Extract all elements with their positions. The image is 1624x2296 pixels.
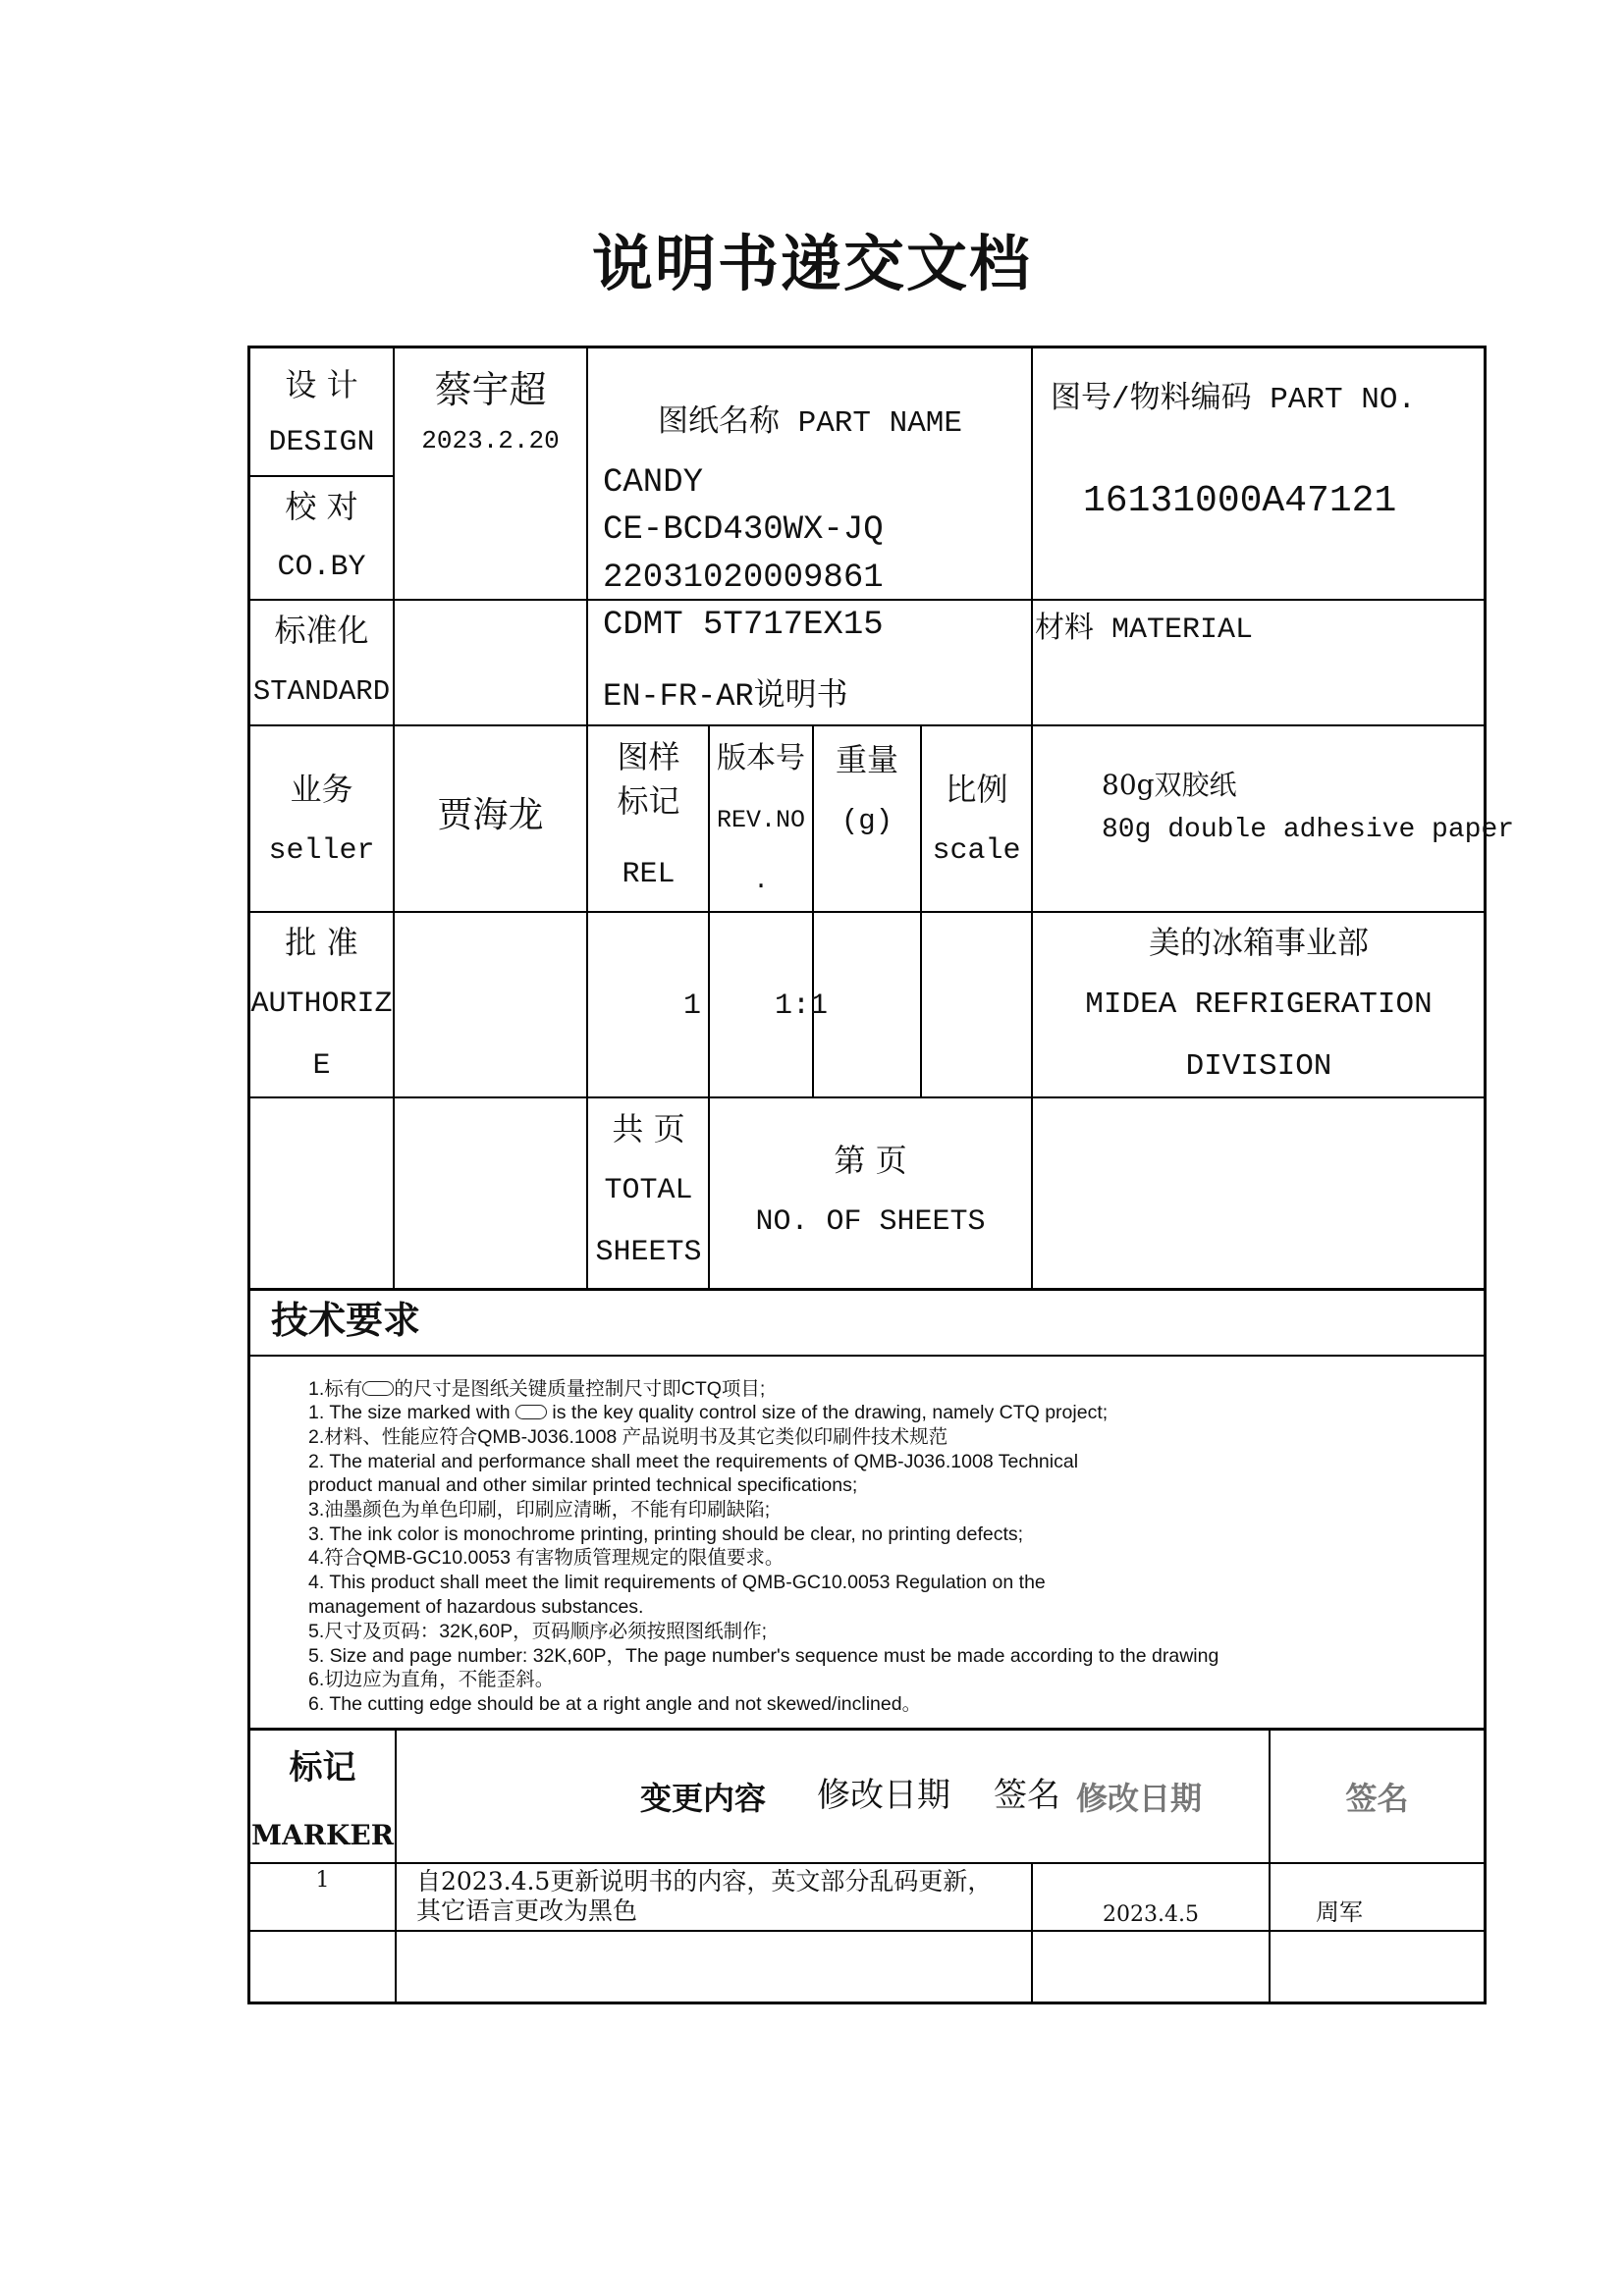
- check-label-cn: 校 对: [285, 488, 358, 525]
- total-label-en-2: SHEETS: [595, 1236, 702, 1269]
- rel-label-cn-2: 标记: [617, 782, 680, 820]
- rev-label-en: REV.NO: [716, 806, 805, 834]
- sheet-no-label-en: NO. OF SHEETS: [755, 1205, 986, 1239]
- tech-line: 6.切边应为直角，不能歪斜。: [308, 1669, 555, 1690]
- grid-line: [1032, 599, 1484, 601]
- change-row-marker: 1: [315, 1868, 330, 1893]
- change-sign-label-2: 签名: [1345, 1780, 1409, 1817]
- weight-label-cn: 重量: [835, 741, 898, 778]
- change-row-content: 自2023.4.5更新说明书的内容，英文部分乱码更新，: [416, 1867, 993, 1896]
- change-date-label-2: 修改日期: [1076, 1780, 1203, 1817]
- grid-line: [250, 1096, 1484, 1098]
- part-name-line: CDMT 5T717EX15: [603, 607, 884, 644]
- grid-line: [812, 724, 814, 1097]
- rel-label-cn: 图样: [617, 738, 680, 775]
- weight-label-en: (g): [840, 805, 893, 837]
- tech-line: 3. The ink color is monochrome printing, printing should be clear, no printing defects;: [308, 1523, 1024, 1545]
- tech-line: 5.尺寸及页码：32K,60P，页码顺序必须按照图纸制作;: [308, 1621, 767, 1642]
- total-label-en: TOTAL: [604, 1174, 693, 1207]
- standard-label-en: STANDARD: [252, 675, 391, 708]
- rev-value: 1: [683, 989, 702, 1023]
- authorize-label-en: AUTHORIZ: [250, 988, 393, 1021]
- rev-label-dot: .: [753, 866, 769, 895]
- check-label-en: CO.BY: [277, 551, 366, 584]
- design-label-cn: 设 计: [285, 366, 358, 403]
- grid-line: [1031, 348, 1033, 1288]
- part-name-line: CANDY: [603, 464, 704, 502]
- tech-line: management of hazardous substances.: [308, 1596, 644, 1618]
- seller-label-en: seller: [268, 834, 375, 868]
- tech-line: 4. This product shall meet the limit requirements of QMB-GC10.0053 Regulation on the: [308, 1572, 1046, 1593]
- tech-line: product manual and other similar printed technical specifications;: [308, 1474, 858, 1496]
- change-row-sign: 周军: [1316, 1898, 1363, 1926]
- rel-label-en: REL: [622, 858, 676, 891]
- design-date: 2023.2.20: [421, 426, 560, 455]
- standard-label-cn: 标准化: [274, 612, 369, 649]
- tech-requirements-heading: 技术要求: [271, 1299, 421, 1342]
- designer-name: 蔡宇超: [434, 368, 547, 411]
- tech-line: 1. The size marked with is the key quality control size of the drawing, namely CTQ project;: [308, 1402, 1109, 1423]
- tech-line: 1.标有 的尺寸是图纸关键质量控制尺寸即CTQ项目;: [308, 1378, 766, 1400]
- material-label: 材料 MATERIAL: [1035, 614, 1254, 647]
- ctq-oval-icon: [362, 1381, 394, 1396]
- sheet-no-label-cn: 第 页: [834, 1142, 907, 1179]
- grid-line: [250, 1288, 1484, 1291]
- authorize-label-cn: 批 准: [285, 924, 358, 961]
- grid-line: [1269, 1730, 1271, 2002]
- part-no-value: 16131000A47121: [1083, 480, 1397, 522]
- part-name-line: 22031020009861: [603, 560, 884, 597]
- tech-line: 3.油墨颜色为单色印刷，印刷应清晰，不能有印刷缺陷;: [308, 1499, 771, 1521]
- grid-line: [250, 1728, 1484, 1731]
- grid-line: [395, 1730, 397, 2002]
- rev-label-cn: 版本号: [717, 741, 805, 775]
- marker-label-en: MARKER: [251, 1819, 394, 1851]
- grid-line: [250, 724, 1484, 726]
- part-name-line: CE-BCD430WX-JQ: [603, 511, 884, 549]
- change-row-content-2: 其它语言更改为黑色: [416, 1896, 638, 1925]
- change-content-label: 变更内容: [640, 1780, 767, 1817]
- total-label-cn: 共 页: [612, 1110, 685, 1148]
- marker-label-cn: 标记: [289, 1748, 356, 1788]
- tech-line: 2. The material and performance shall meet the requirements of QMB-J036.1008 Technical: [308, 1451, 1079, 1472]
- tech-line: 6. The cutting edge should be at a right angle and not skewed/inclined。: [308, 1693, 922, 1715]
- material-value-en: 80g double adhesive paper: [1102, 815, 1515, 845]
- part-name-line: EN-FR-AR说明书: [603, 678, 848, 715]
- scale-value: 1:1: [775, 989, 829, 1023]
- tech-line: 2.材料、性能应符合QMB-J036.1008 产品说明书及其它类似印刷件技术规范: [308, 1426, 948, 1448]
- seller-label-cn: 业务: [290, 771, 353, 808]
- part-no-label: 图号/物料编码 PART NO.: [1051, 383, 1417, 417]
- grid-line: [250, 1930, 1484, 1932]
- scale-label-cn: 比例: [945, 771, 1008, 808]
- division-en-2: DIVISION: [1185, 1049, 1332, 1084]
- grid-line: [250, 1355, 1484, 1357]
- authorize-label-en-2: E: [312, 1049, 331, 1083]
- grid-line: [250, 475, 393, 477]
- grid-line: [250, 911, 1484, 913]
- grid-line: [1031, 1862, 1033, 2002]
- material-value-cn: 80g双胶纸: [1102, 769, 1237, 801]
- change-date-label: 修改日期: [817, 1776, 950, 1815]
- scale-label-en: scale: [932, 834, 1021, 868]
- division-cn: 美的冰箱事业部: [1148, 924, 1369, 961]
- tech-line: 4.符合QMB-GC10.0053 有害物质管理规定的限值要求。: [308, 1547, 785, 1569]
- document-title: 说明书递交文档: [591, 228, 1032, 299]
- design-label-en: DESIGN: [268, 426, 375, 459]
- seller-name: 贾海龙: [437, 795, 544, 835]
- division-en: MIDEA REFRIGERATION: [1085, 988, 1433, 1022]
- change-sign-label: 签名: [994, 1776, 1060, 1815]
- ctq-oval-icon: [515, 1405, 547, 1419]
- part-name-label: 图纸名称 PART NAME: [657, 406, 963, 441]
- change-row-date: 2023.4.5: [1103, 1902, 1199, 1927]
- grid-line: [250, 1862, 1484, 1864]
- grid-line: [586, 348, 588, 1288]
- tech-line: 5. Size and page number: 32K,60P，The page number's sequence must be made according to the drawing: [308, 1645, 1219, 1667]
